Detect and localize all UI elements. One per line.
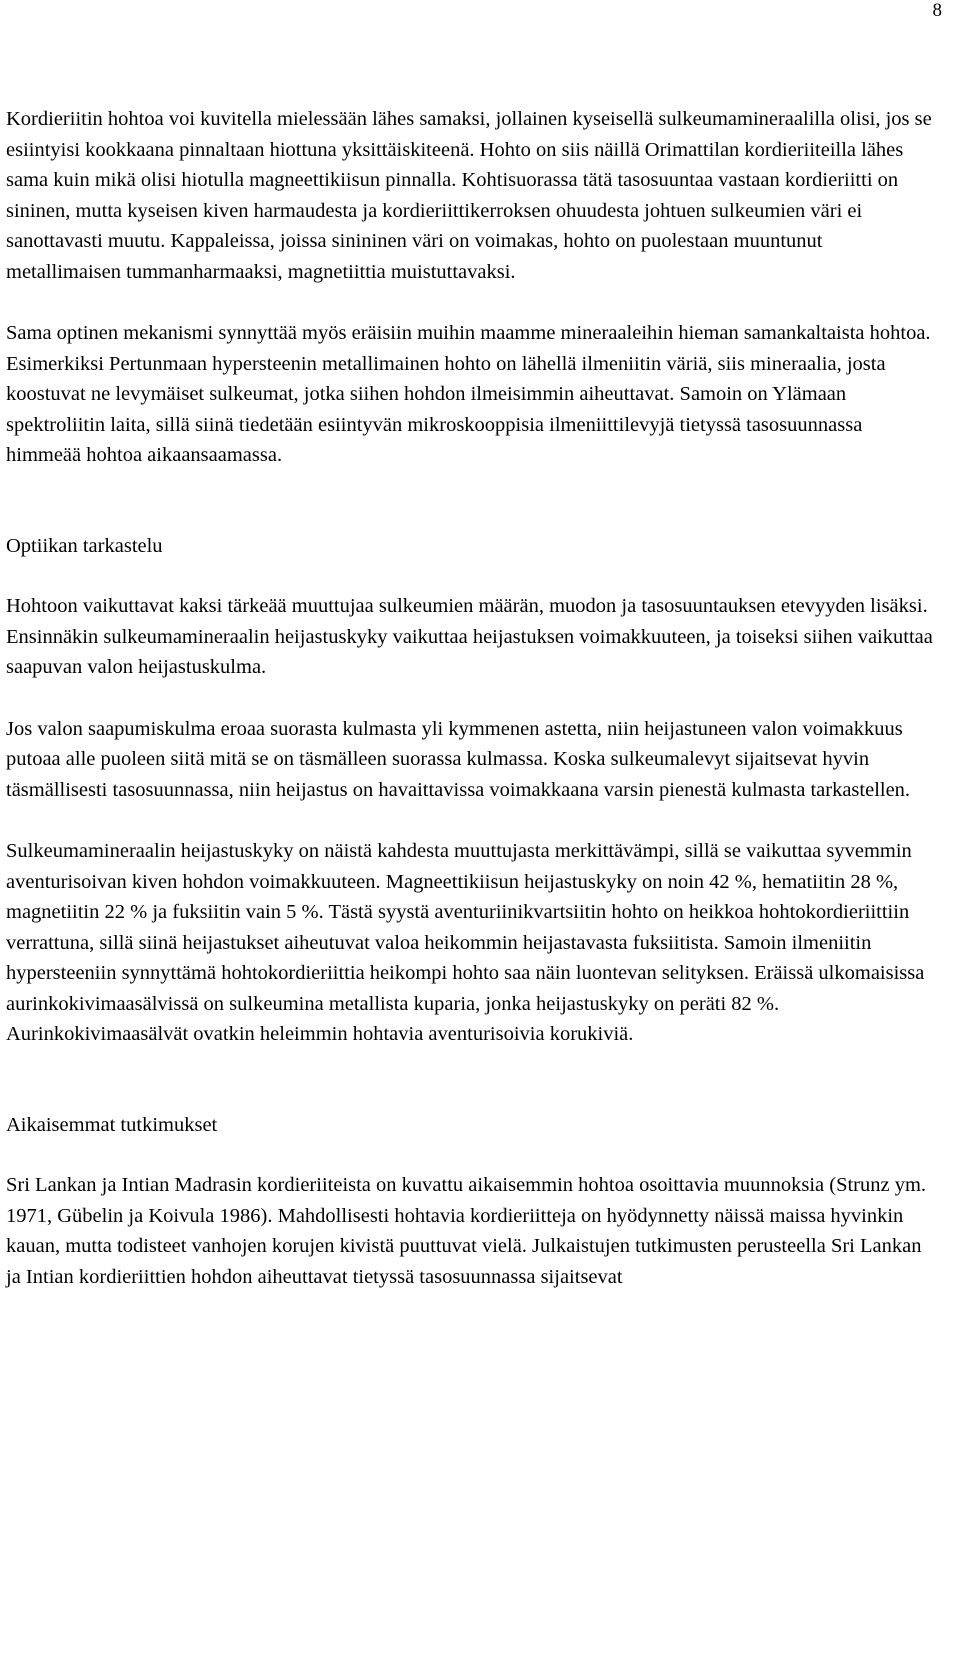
paragraph-hohtoon-vaikuttavat: Hohtoon vaikuttavat kaksi tärkeää muuttujaa sulkeumien määrän, muodon ja tasosuuntauksen etevyyden lisäksi. Ensinnäkin sulkeumamineraalin heijastuskyky vaikuttaa heijastuksen voimakkuuteen, ja toiseksi siihen vaikuttaa saapuvan valon heijastuskulma. (6, 595, 933, 678)
section-heading-aikaisemmat-tutkimukset: Aikaisemmat tutkimukset (6, 1113, 218, 1136)
paragraph-saapumiskulma: Jos valon saapumiskulma eroaa suorasta kulmasta yli kymmenen astetta, niin heijastuneen valon voimakkuus putoaa alle puoleen siitä mitä se on täsmälleen suorassa kulmassa. Koska sulkeumalevyt sijaitsevat hyvin täsmällisesti tasosuunnassa, niin heijastus on havaittavissa voimakkaana varsin pienestä kulmasta tarkastellen. (6, 717, 911, 801)
paragraph-kordieriitin-hohto: Kordieriitin hohtoa voi kuvitella mielessään lähes samaksi, jollainen kyseisellä sulkeumamineraalilla olisi, jos se esiintyisi kookkaana pinnaltaan hiottuna yksittäiskiteenä. Hohto on siis näillä Orimattilan kordieriiteilla lähes sama kuin mikä olisi hiotulla magneettikiisun pinnalla. Kohtisuorassa tätä tasosuuntaa vastaan kordieriitti on sininen, mutta kyseisen kiven harmaudesta ja kordieriittikerroksen ohuudesta johtuen sulkeumien väri ei sanottavasti muutu. Kappaleissa, joissa sinininen väri on voimakas, hohto on puolestaan muuntunut metallimaisen tummanharmaaksi, magnetiittia muistuttavaksi. (6, 108, 932, 283)
paragraph-heijastuskyky: Sulkeumamineraalin heijastuskyky on näistä kahdesta muuttujasta merkittävämpi, sillä se vaikuttaa syvemmin aventurisoivan kiven hohdon voimakkuuteen. Magneettikiisun heijastuskyky on noin 42 %, hematiitin 28 %, magnetiitin 22 % ja fuksiitin vain 5 %. Tästä syystä aventuriinikvartsiitin hohto on heikkoa hohtokordieriittiin verrattuna, sillä siinä heijastukset aiheutuvat valoa heikommin heijastavasta fuksiitista. Samoin ilmeniitin hypersteeniin synnyttämä hohtokordieriittia heikompi hohto saa näin luontevan selityksen. Eräissä ulkomaisissa aurinkokivimaasälvissä on sulkeumina metallista kuparia, jonka heijastuskyky on peräti 82 %. Aurinkokivimaasälvät ovatkin heleimmin hohtavia aventurisoivia korukiviä. (6, 840, 925, 1045)
page-number: 8 (932, 0, 942, 21)
section-heading-optiikan-tarkastelu: Optiikan tarkastelu (6, 534, 163, 557)
paragraph-optinen-mekanismi: Sama optinen mekanismi synnyttää myös eräisiin muihin maamme mineraaleihin hieman samankaltaista hohtoa. Esimerkiksi Pertunmaan hypersteenin metallimainen hohto on lähellä ilmeniitin väriä, siis mineraalia, josta koostuvat ne levymäiset sulkeumat, jotka siihen hohdon ilmeisimmin aiheuttavat. Samoin on Ylämaan spektroliitin laita, sillä siinä tiedetään esiintyvän mikroskooppisia ilmeniittilevyjä tietyssä tasosuunnassa himmeää hohtoa aikaansaamassa. (6, 322, 931, 466)
paragraph-sri-lanka-intia: Sri Lankan ja Intian Madrasin kordieriiteista on kuvattu aikaisemmin hohtoa osoittavia muunnoksia (Strunz ym. 1971, Gübelin ja Koivula 1986). Mahdollisesti hohtavia kordieriitteja on hyödynnetty näissä maissa hyvinkin kauan, mutta todisteet vanhojen korujen kivistä puuttuvat vielä. Julkaistujen tutkimusten perusteella Sri Lankan ja Intian kordieriittien hohdon aiheuttavat tietyssä tasosuunnassa sijaitsevat (6, 1174, 927, 1288)
document-body (6, 104, 936, 1323)
